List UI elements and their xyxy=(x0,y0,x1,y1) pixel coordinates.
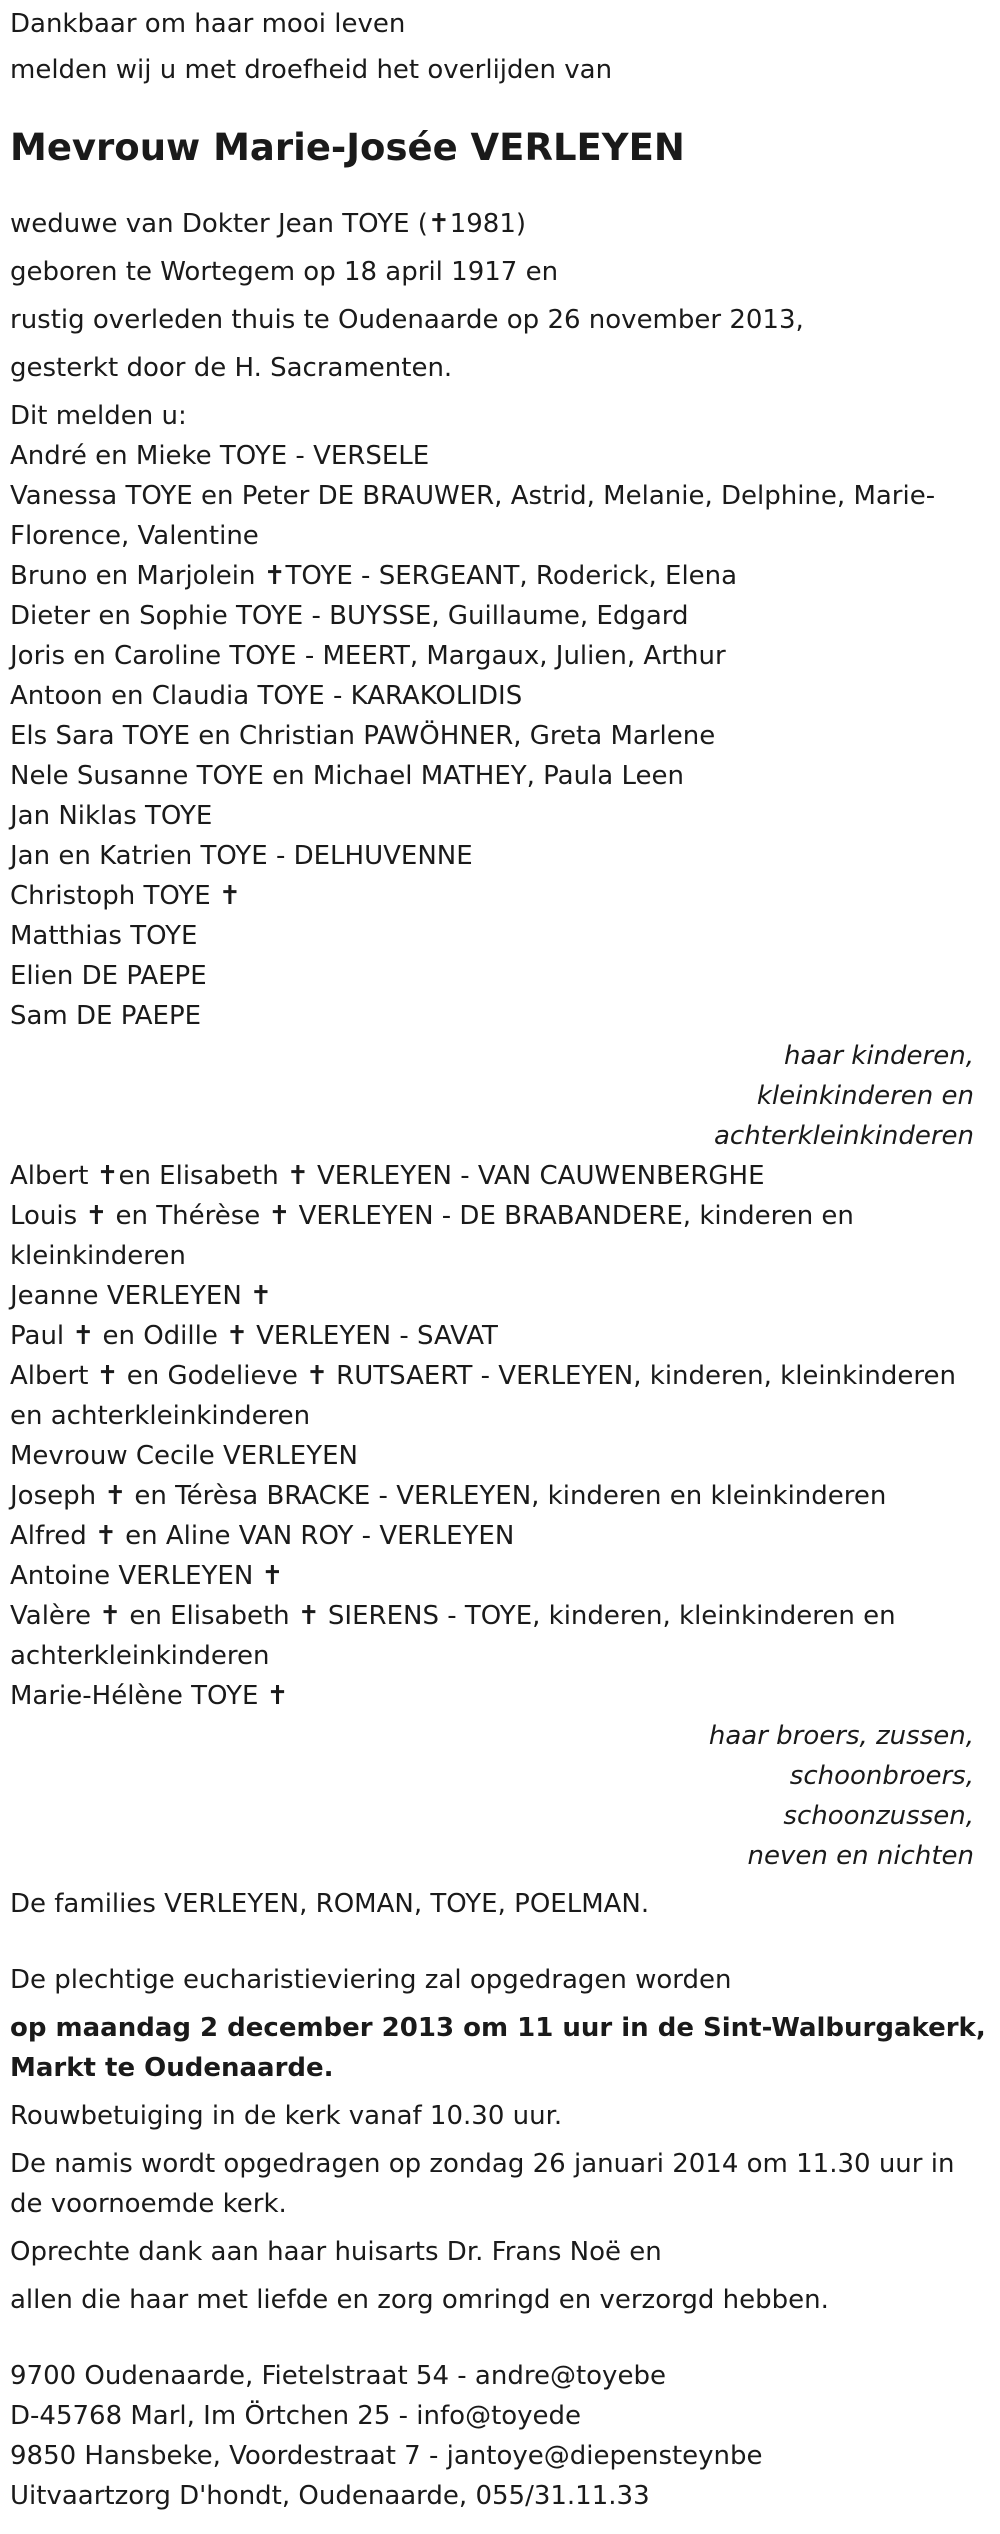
announcers-label: Dit melden u: xyxy=(10,401,187,431)
list-item: Nele Susanne TOYE en Michael MATHEY, Paula Leen xyxy=(10,761,685,791)
siblings-caption xyxy=(10,1716,990,1876)
detail-line: rustig overleden thuis te Oudenaarde op 26 november 2013, xyxy=(10,305,804,335)
caption-line: kleinkinderen en xyxy=(756,1081,974,1111)
address-line: D-45768 Marl, Im Örtchen 25 - info@toyede xyxy=(10,2401,582,2431)
list-item: Sam DE PAEPE xyxy=(10,1001,202,1031)
thanks-line: allen die haar met liefde en zorg omringd en verzorgd hebben. xyxy=(10,2285,829,2315)
caption-line: haar broers, zussen, xyxy=(708,1721,974,1751)
caption-line: schoonzussen, xyxy=(783,1801,974,1831)
list-item: Antoine VERLEYEN ✝ xyxy=(10,1561,284,1591)
deceased-name: Mevrouw Marie-Josée VERLEYEN xyxy=(10,126,685,169)
list-item: Valère ✝ en Elisabeth ✝ SIERENS - TOYE, kinderen, kleinkinderen en achterkleinkinderen xyxy=(10,1601,896,1671)
list-item: Vanessa TOYE en Peter DE BRAUWER, Astrid, Melanie, Delphine, Marie-Florence, Valentine xyxy=(10,481,936,551)
list-item: Jan en Katrien TOYE - DELHUVENNE xyxy=(10,841,473,871)
list-item: Christoph TOYE ✝ xyxy=(10,881,241,911)
funeral-home-line: Uitvaartzorg D'hondt, Oudenaarde, 055/31.11.33 xyxy=(10,2481,650,2511)
caption-line: haar kinderen, xyxy=(784,1041,974,1071)
detail-line: gesterkt door de H. Sacramenten. xyxy=(10,353,453,383)
children-caption xyxy=(10,1036,990,1156)
list-item: Alfred ✝ en Aline VAN ROY - VERLEYEN xyxy=(10,1521,515,1551)
ceremony-intro: De plechtige eucharistieviering zal opgedragen worden xyxy=(10,1965,732,1995)
list-item: Elien DE PAEPE xyxy=(10,961,207,991)
addresses-block xyxy=(10,2356,990,2516)
list-item: Matthias TOYE xyxy=(10,921,198,951)
list-item: Marie-Hélène TOYE ✝ xyxy=(10,1681,289,1711)
children-list xyxy=(10,436,990,1036)
list-item: Els Sara TOYE en Christian PAWÖHNER, Greta Marlene xyxy=(10,721,716,751)
list-item: Albert ✝ en Godelieve ✝ RUTSAERT - VERLEYEN, kinderen, kleinkinderen en achterkleinkinderen xyxy=(10,1361,956,1431)
list-item: Jeanne VERLEYEN ✝ xyxy=(10,1281,272,1311)
detail-line: geboren te Wortegem op 18 april 1917 en xyxy=(10,257,559,287)
detail-line: weduwe van Dokter Jean TOYE (✝1981) xyxy=(10,209,527,239)
list-item: Bruno en Marjolein ✝TOYE - SERGEANT, Roderick, Elena xyxy=(10,561,738,591)
intro-line: Dankbaar om haar mooi leven xyxy=(10,9,406,39)
memorial-mass-line: De namis wordt opgedragen op zondag 26 januari 2014 om 11.30 uur in de voornoemde kerk. xyxy=(10,2149,955,2219)
list-item: Louis ✝ en Thérèse ✝ VERLEYEN - DE BRABANDERE, kinderen en kleinkinderen xyxy=(10,1201,854,1271)
list-item: Joris en Caroline TOYE - MEERT, Margaux, Julien, Arthur xyxy=(10,641,726,671)
intro-line: melden wij u met droefheid het overlijden van xyxy=(10,55,613,85)
list-item: Albert ✝en Elisabeth ✝ VERLEYEN - VAN CAUWENBERGHE xyxy=(10,1161,765,1191)
ceremony-details: op maandag 2 december 2013 om 11 uur in de Sint-Walburgakerk, Markt te Oudenaarde. xyxy=(10,2013,986,2083)
list-item: Mevrouw Cecile VERLEYEN xyxy=(10,1441,358,1471)
list-item: André en Mieke TOYE - VERSELE xyxy=(10,441,430,471)
condolence-line: Rouwbetuiging in de kerk vanaf 10.30 uur. xyxy=(10,2101,563,2131)
list-item: Paul ✝ en Odille ✝ VERLEYEN - SAVAT xyxy=(10,1321,498,1351)
caption-line: schoonbroers, xyxy=(789,1761,974,1791)
address-line: 9850 Hansbeke, Voordestraat 7 - jantoye@diepensteynbe xyxy=(10,2441,763,2471)
list-item: Dieter en Sophie TOYE - BUYSSE, Guillaume, Edgard xyxy=(10,601,689,631)
siblings-list xyxy=(10,1156,990,1716)
list-item: Jan Niklas TOYE xyxy=(10,801,213,831)
caption-line: achterkleinkinderen xyxy=(714,1121,974,1151)
caption-line: neven en nichten xyxy=(747,1841,974,1871)
thanks-line: Oprechte dank aan haar huisarts Dr. Frans Noë en xyxy=(10,2237,662,2267)
families-line: De families VERLEYEN, ROMAN, TOYE, POELMAN. xyxy=(10,1889,650,1919)
list-item: Antoon en Claudia TOYE - KARAKOLIDIS xyxy=(10,681,523,711)
obituary-page xyxy=(0,4,1000,2534)
address-line: 9700 Oudenaarde, Fietelstraat 54 - andre@toyebe xyxy=(10,2361,666,2391)
list-item: Joseph ✝ en Térèsa BRACKE - VERLEYEN, kinderen en kleinkinderen xyxy=(10,1481,887,1511)
